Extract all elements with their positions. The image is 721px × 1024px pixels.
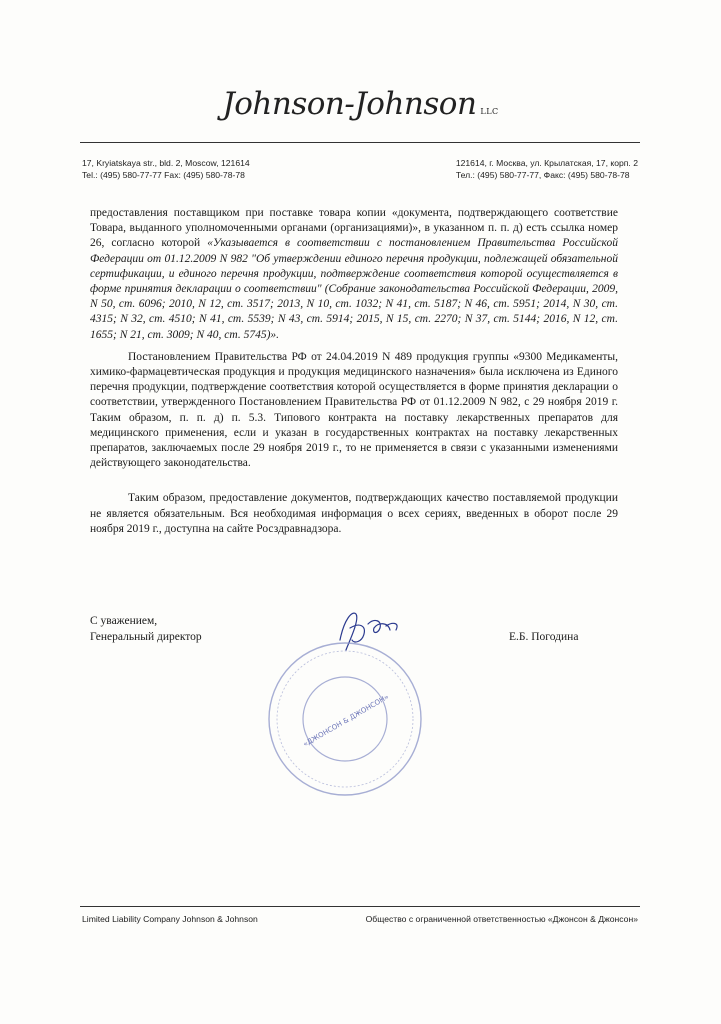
address-en-line1: 17, Kryiatskaya str., bld. 2, Moscow, 121614	[82, 158, 250, 168]
header-divider	[80, 142, 640, 143]
footer-ru: Общество с ограниченной ответственностью «Джонсон & Джонсон»	[365, 914, 638, 924]
address-ru-line1: 121614, г. Москва, ул. Крылатская, 17, корп. 2	[455, 158, 638, 168]
address-en-line2: Tel.: (495) 580-77-77 Fax: (495) 580-78-78	[82, 170, 245, 180]
footer-en: Limited Liability Company Johnson & Johnson	[82, 914, 258, 924]
stamp-text: «ДЖОНСОН & ДЖОНСОН»	[301, 692, 391, 749]
footer-divider	[80, 906, 640, 907]
letter-body	[90, 206, 618, 537]
paragraph-2: Постановлением Правительства РФ от 24.04.2019 N 489 продукция группы «9300 Медикаменты, химико-фармацевтическая продукция и продукция медицинского назначения» была исключена из Единого перечня продукции, подтверждение соответствия которой осуществляется в форме принятия декларации о соответствии, утвержденного Постановлением Правительства РФ от 01.12.2009 N 982, с 29 ноября 2019 г. Таким образом, п. п. д) п. 5.3. Типового контракта на поставку лекарственных препаратов для медицинского применения, если и указан в государственных контрактах на поставку лекарственных препаратов, заключаемых после 29 ноября 2019 г., то не применяется в связи с указанными изменениями действующего законодательства.	[90, 350, 618, 470]
paragraph-1-text: предоставления поставщиком при поставке товара копии «документа, подтверждающего соответствие Товара, выданного уполномоченными органами (организациями)», в указанном п. п. д) есть ссылка номер 26, согласно которой	[90, 207, 618, 250]
signature-name: Е.Б. Погодина	[509, 631, 579, 643]
address-en	[82, 157, 250, 181]
company-stamp	[266, 640, 424, 798]
logo-text: Johnson-Johnson	[222, 86, 477, 122]
paragraph-1	[90, 206, 618, 343]
address-ru	[456, 157, 638, 181]
signature-closing: С уважением,	[90, 615, 158, 627]
address-ru-line2: Тел.: (495) 580-77-77, Факс: (495) 580-78-78	[455, 170, 630, 180]
paragraph-3: Таким образом, предоставление документов, подтверждающих качество поставляемой продукции не является обязательным. Вся необходимая информация о всех сериях, введенных в оборот после 29 ноября 2019 г., доступна на сайте Росздравнадзора.	[90, 492, 618, 535]
logo-suffix: LLC	[480, 107, 499, 116]
signature-position: Генеральный директор	[90, 631, 202, 643]
paragraph-1-citation: «Указывается в соответствии с постановлением Правительства Российской Федерации от 01.12.2009 N 982 "Об утверждении единого перечня продукции, подлежащей обязательной сертификации, и единого перечня продукции, подтверждение соответствия которой осуществляется в форме принятия декларации о соответствии" (Собрание законодательства Российской Федерации, 2009, N 50, ст. 6096; 2010, N 12, ст. 3517; 2013, N 10, ст. 1032; N 41, ст. 5187; N 46, ст. 5951; 2014, N 30, ст. 4315; N 32, ст. 4510; N 41, ст. 5539; N 43, ст. 5914; 2015, N 15, ст. 2270; N 37, ст. 5144; 2016, N 12, ст. 1655; N 21, ст. 3009; N 40, ст. 5745)».	[90, 237, 618, 341]
company-logo	[0, 86, 721, 122]
